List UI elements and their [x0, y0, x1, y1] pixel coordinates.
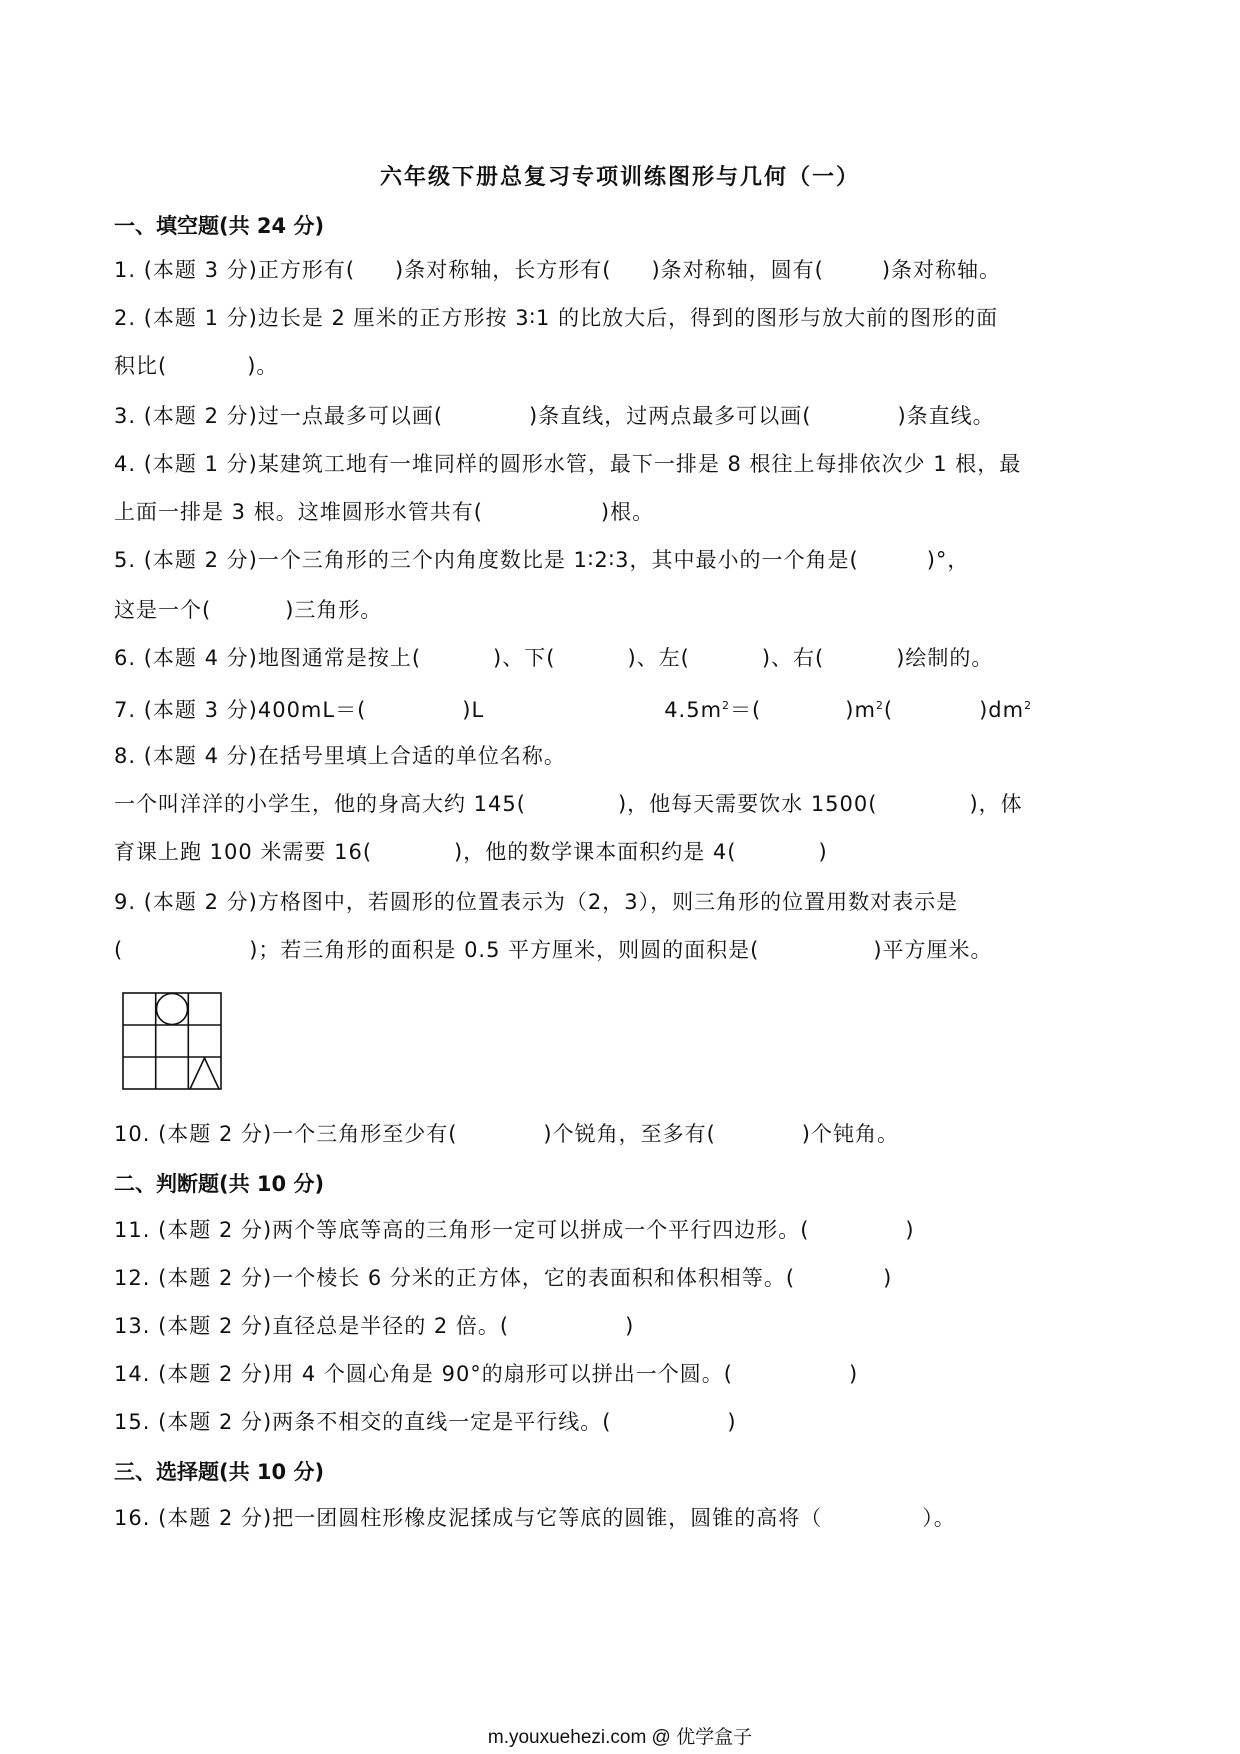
question-text: 一个棱长 6 分米的正方体，它的表面积和体积相等。( [272, 1266, 796, 1290]
question-text: )条对称轴。 [881, 258, 1002, 282]
question-text: )条直线。 [897, 404, 995, 428]
question-text: )dm [979, 698, 1025, 722]
question-11 [114, 1216, 915, 1244]
question-number: 16. [114, 1506, 151, 1530]
question-9-cont [114, 936, 993, 964]
question-points: (本题 4 分) [143, 744, 258, 768]
section-heading-fill-blank: 一、填空题(共 24 分) [114, 214, 325, 238]
page-title: 六年级下册总复习专项训练图形与几何（一） [379, 165, 860, 190]
question-number: 12. [114, 1266, 151, 1290]
question-text: 把一团圆柱形橡皮泥揉成与它等底的圆锥，圆锥的高将（ [272, 1506, 823, 1530]
question-9 [114, 888, 958, 916]
question-text: )，体 [969, 792, 1023, 816]
question-points: (本题 2 分) [158, 1218, 273, 1242]
question-text: 一个三角形的三个内角度数比是 1∶2∶3，其中最小的一个角是( [257, 548, 859, 572]
triangle-shape [190, 1058, 219, 1089]
question-number: 9. [114, 890, 137, 914]
question-text: ) [727, 1410, 737, 1434]
question-points: (本题 2 分) [143, 404, 258, 428]
question-text: ) [883, 1266, 893, 1290]
question-text: 某建筑工地有一堆同样的圆形水管，最下一排是 8 根往上每排依次少 1 根，最 [257, 452, 1022, 476]
question-text: 两个等底等高的三角形一定可以拼成一个平行四边形。( [272, 1218, 810, 1242]
question-2 [114, 304, 998, 332]
question-text: )条对称轴，圆有( [651, 258, 824, 282]
question-12 [114, 1264, 892, 1292]
question-text: ( [114, 938, 124, 962]
question-points: (本题 1 分) [143, 452, 258, 476]
section-heading-multiple-choice: 三、选择题(共 10 分) [114, 1460, 325, 1484]
question-text: 方格图中，若圆形的位置表示为（2，3），则三角形的位置用数对表示是 [257, 890, 959, 914]
question-text: 用 4 个圆心角是 90°的扇形可以拼出一个圆。( [272, 1362, 734, 1386]
question-text: )，他每天需要饮水 1500( [617, 792, 878, 816]
question-text: ( [883, 698, 894, 722]
question-text: 一个三角形至少有( [272, 1122, 458, 1146]
question-1 [114, 256, 1001, 284]
question-16 [114, 1504, 956, 1532]
question-points: (本题 1 分) [143, 306, 258, 330]
question-text: )条直线，过两点最多可以画( [529, 404, 812, 428]
superscript: 2 [722, 699, 731, 712]
question-number: 11. [114, 1218, 151, 1242]
question-text: )、右( [761, 646, 825, 670]
question-text: 上面一排是 3 根。这堆圆形水管共有( [114, 500, 483, 524]
question-text: 两条不相交的直线一定是平行线。( [272, 1410, 612, 1434]
grid-border [123, 993, 221, 1089]
question-points: (本题 2 分) [143, 548, 258, 572]
question-text: 过一点最多可以画( [257, 404, 444, 428]
question-text: 这是一个( [114, 598, 212, 622]
superscript: 2 [1024, 699, 1033, 712]
question-text: ) [625, 1314, 635, 1338]
question-8-cont2 [114, 838, 828, 866]
question-points: (本题 2 分) [158, 1122, 273, 1146]
question-points: (本题 2 分) [158, 1362, 273, 1386]
question-4-cont [114, 498, 654, 526]
question-number: 2. [114, 306, 137, 330]
question-15 [114, 1408, 737, 1436]
question-points: (本题 3 分) [143, 258, 258, 282]
question-number: 10. [114, 1122, 151, 1146]
question-text: )L [462, 698, 485, 722]
question-text: )三角形。 [285, 598, 383, 622]
question-text: 4.5m [664, 698, 723, 722]
question-5-cont [114, 596, 382, 624]
question-points: (本题 2 分) [158, 1506, 273, 1530]
question-points: (本题 2 分) [158, 1410, 273, 1434]
question-number: 13. [114, 1314, 151, 1338]
circle-shape [157, 994, 188, 1025]
question-number: 3. [114, 404, 137, 428]
question-text: 边长是 2 厘米的正方形按 3∶1 的比放大后，得到的图形与放大前的图形的面 [257, 306, 999, 330]
question-text: )绘制的。 [896, 646, 994, 670]
question-6 [114, 644, 993, 672]
question-text: 育课上跑 100 米需要 16( [114, 840, 373, 864]
question-text: )、左( [627, 646, 690, 670]
question-text: 直径总是半径的 2 倍。( [272, 1314, 510, 1338]
question-text: 正方形有( [257, 258, 356, 282]
question-2-cont [114, 352, 278, 380]
question-text: )；若三角形的面积是 0.5 平方厘米，则圆的面积是( [249, 938, 760, 962]
question-text: )°， [926, 548, 970, 572]
question-points: (本题 3 分) [143, 698, 258, 722]
question-text: )条对称轴，长方形有( [395, 258, 612, 282]
question-text: )、下( [493, 646, 556, 670]
question-number: 14. [114, 1362, 151, 1386]
question-number: 1. [114, 258, 137, 282]
page-footer-watermark: m.youxuehezi.com @ 优学盒子 [487, 1727, 753, 1748]
question-text: ) [849, 1362, 859, 1386]
question-number: 7. [114, 698, 137, 722]
question-number: 8. [114, 744, 137, 768]
question-7 [114, 692, 1032, 724]
grid-svg [122, 992, 222, 1090]
question-13 [114, 1312, 634, 1340]
question-points: (本题 4 分) [143, 646, 258, 670]
question-text: 在括号里填上合适的单位名称。 [257, 744, 566, 768]
question-5 [114, 546, 969, 574]
question-text: )，他的数学课本面积约是 4( [454, 840, 737, 864]
question-points: (本题 2 分) [158, 1314, 273, 1338]
question-text: )个锐角，至多有( [543, 1122, 716, 1146]
question-text: 地图通常是按上( [257, 646, 422, 670]
question-text: 400mL＝( [257, 698, 367, 722]
question-points: (本题 2 分) [143, 890, 258, 914]
superscript: 2 [875, 699, 884, 712]
question-text: )。 [247, 354, 279, 378]
question-number: 15. [114, 1410, 151, 1434]
question-text: 一个叫洋洋的小学生，他的身高大约 145( [114, 792, 526, 816]
question-text: ) [905, 1218, 915, 1242]
question-8-cont [114, 790, 1023, 818]
question-text: )根。 [600, 500, 655, 524]
question-8 [114, 742, 566, 770]
coordinate-grid-figure [122, 992, 222, 1090]
question-points: (本题 2 分) [158, 1266, 273, 1290]
question-text: ) [818, 840, 828, 864]
question-text: )平方厘米。 [873, 938, 993, 962]
question-text: ＝( [730, 698, 762, 722]
question-4 [114, 450, 1021, 478]
question-number: 6. [114, 646, 137, 670]
question-text: )个钝角。 [801, 1122, 899, 1146]
question-number: 4. [114, 452, 137, 476]
question-number: 5. [114, 548, 137, 572]
question-text: )m [845, 698, 876, 722]
question-text: 积比( [114, 354, 168, 378]
question-3 [114, 402, 995, 430]
question-10 [114, 1120, 899, 1148]
question-14 [114, 1360, 858, 1388]
question-text: ）。 [922, 1506, 956, 1530]
section-heading-true-false: 二、判断题(共 10 分) [114, 1172, 325, 1196]
